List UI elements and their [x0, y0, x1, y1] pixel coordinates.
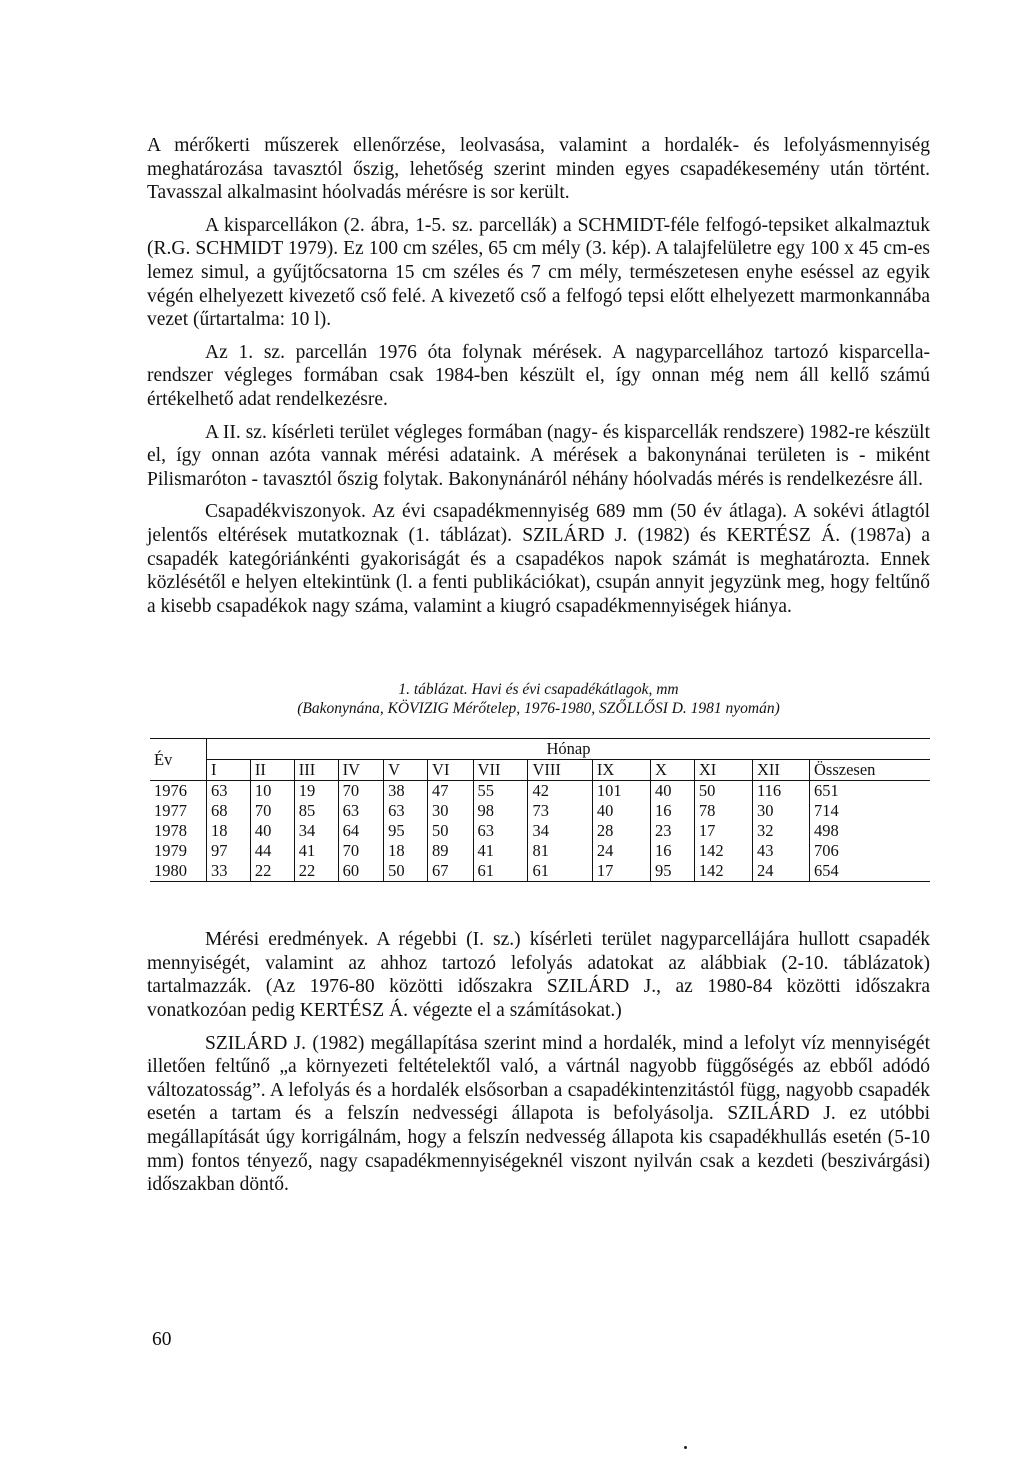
month-header: XII	[752, 760, 809, 781]
table-header-row	[150, 739, 930, 760]
value-cell: 18	[384, 841, 428, 861]
table-row	[150, 861, 930, 882]
value-cell: 30	[752, 801, 809, 821]
total-cell: 714	[814, 801, 839, 821]
speck-mark	[684, 1446, 687, 1449]
value-cell: 50	[428, 821, 473, 841]
value-cell: 70	[338, 841, 383, 861]
value-cell: 42	[528, 781, 592, 802]
paragraph-4: A II. sz. kísérleti terület végleges formában (nagy- és kisparcellák rendszere) 1982-re készült el, így onnan azóta vannak mérési adataink. A mérések a bakonynánai területen is - miként Pilismaróton - tavasztól őszig folytak. Bakonynánáról néhány hóolvadás mérés is rendelkezésre áll.	[147, 421, 930, 490]
value-cell: 16	[650, 801, 694, 821]
month-header-row	[150, 760, 930, 781]
value-cell: 60	[338, 861, 383, 882]
year-cell: 1977	[150, 801, 207, 821]
value-cell: 38	[384, 781, 428, 802]
month-header: XI	[694, 760, 752, 781]
table-row	[150, 821, 930, 841]
paragraph-3: Az 1. sz. parcellán 1976 óta folynak mérések. A nagyparcellához tartozó kisparcella-rendszer végleges formában csak 1984-ben készült el, így onnan még nem áll kellő számú értékelhető adat rendelkezésre.	[147, 341, 930, 410]
paragraph-2: A kisparcellákon (2. ábra, 1-5. sz. parcellák) a SCHMIDT-féle felfogó-tepsiket alkalmaztuk (R.G. SCHMIDT 1979). Ez 100 cm széles, 65 cm mély (3. kép). A talajfelületre egy 100 x 45 cm-es lemez simul, a gyűjtőcsatorna 15 cm széles és 7 cm mély, természetesen enyhe eséssel az egyik végén elhelyezett kivezető cső felé. A kivezető cső a felfogó tepsi előtt elhelyezett marmonkannába vezet (űrtartalma: 10 l).	[147, 214, 930, 331]
value-cell: 50	[384, 861, 428, 882]
value-cell: 142	[694, 861, 752, 882]
value-cell: 101	[592, 781, 650, 802]
paragraph-1: A mérőkerti műszerek ellenőrzése, leolvasása, valamint a hordalék- és lefolyásmennyiség meghatározása tavasztól őszig, lehetőség szerint minden egyes csapadékesemény után történt. Tavasszal alkalmasint hóolvadás mérésre is sor került.	[147, 135, 930, 204]
total-cell: 498	[814, 821, 839, 841]
value-cell: 30	[428, 801, 473, 821]
value-cell: 70	[338, 781, 383, 802]
value-cell: 89	[428, 841, 473, 861]
value-cell: 95	[650, 861, 694, 882]
value-cell: 18	[207, 821, 251, 841]
total-cell: 654	[810, 861, 931, 882]
year-column-header: Év	[150, 739, 207, 781]
value-cell: 55	[473, 781, 528, 802]
total-cell: 651	[814, 781, 839, 801]
table-caption	[147, 680, 930, 718]
value-cell: 47	[428, 781, 473, 802]
value-cell: 24	[752, 861, 809, 882]
value-cell: 41	[473, 841, 528, 861]
value-cell: 32	[752, 821, 809, 841]
value-cell: 23	[650, 821, 694, 841]
table-body	[150, 781, 930, 882]
table-caption-source: (Bakonynána, KÖVIZIG Mérőtelep, 1976-1980, SZŐLLŐSI D. 1981 nyomán)	[297, 700, 780, 718]
value-cell: 19	[294, 781, 338, 802]
value-cell: 70	[250, 801, 294, 821]
page-number: 60	[152, 1329, 172, 1350]
value-cell: 78	[694, 801, 752, 821]
page-body	[147, 134, 930, 1197]
value-cell: 22	[250, 861, 294, 882]
table-row	[150, 781, 930, 802]
value-cell: 142	[694, 841, 752, 861]
month-header: V	[384, 760, 428, 781]
value-cell: 68	[207, 801, 251, 821]
month-header: X	[650, 760, 694, 781]
value-cell: 73	[528, 801, 592, 821]
value-cell: 34	[528, 821, 592, 841]
results-paragraph-2: SZILÁRD J. (1982) megállapítása szerint mind a hordalék, mind a lefolyt víz mennyiségét illetően feltűnő „a környezeti feltételektől való, a vártnál nagyobb függőségés az ebből adódó változatosság”. A lefolyás és a hordalék elsősorban a csapadékintenzitástól függ, nagyobb csapadék esetén a tartam és a felszín nedvességi állapota is befolyásolja. SZILÁRD J. ez utóbbi megállapítását úgy korrigálnám, hogy a felszín nedvesség állapota kis csapadékhullás esetén (5-10 mm) fontos tényező, nagy csapadékmennyiségeknél viszont nyilván csak a kezdeti (beszivárgási) időszakban döntő.	[147, 1032, 930, 1196]
value-cell: 10	[250, 781, 294, 802]
total-header: Összesen	[810, 760, 931, 781]
year-cell: 1979	[150, 841, 207, 861]
value-cell: 33	[207, 861, 251, 882]
value-cell: 28	[592, 821, 650, 841]
year-cell: 1980	[150, 861, 207, 882]
value-cell: 17	[592, 861, 650, 882]
month-header: III	[294, 760, 338, 781]
value-cell: 61	[528, 861, 592, 882]
value-cell: 98	[473, 801, 528, 821]
month-header: IX	[592, 760, 650, 781]
table-caption-title: 1. táblázat. Havi és évi csapadékátlagok, mm	[398, 681, 679, 699]
month-header: VII	[473, 760, 528, 781]
value-cell: 22	[294, 861, 338, 882]
month-header: VIII	[528, 760, 592, 781]
value-cell: 63	[207, 781, 251, 802]
value-cell: 40	[650, 781, 694, 802]
value-cell: 63	[473, 821, 528, 841]
value-cell: 67	[428, 861, 473, 882]
precipitation-table	[150, 738, 930, 882]
year-cell: 1976	[150, 781, 207, 802]
value-cell: 81	[528, 841, 592, 861]
value-cell: 44	[250, 841, 294, 861]
year-cell: 1978	[150, 821, 207, 841]
value-cell: 40	[592, 801, 650, 821]
value-cell: 64	[338, 821, 383, 841]
value-cell: 63	[338, 801, 383, 821]
value-cell: 50	[694, 781, 752, 802]
value-cell: 41	[294, 841, 338, 861]
value-cell: 24	[592, 841, 650, 861]
value-cell: 40	[250, 821, 294, 841]
value-cell: 43	[752, 841, 809, 861]
value-cell: 17	[694, 821, 752, 841]
value-cell: 63	[384, 801, 428, 821]
value-cell: 16	[650, 841, 694, 861]
value-cell: 34	[294, 821, 338, 841]
month-group-header: Hónap	[207, 739, 931, 760]
value-cell: 61	[473, 861, 528, 882]
month-header: II	[250, 760, 294, 781]
value-cell: 85	[294, 801, 338, 821]
value-cell: 95	[384, 821, 428, 841]
paragraph-5: Csapadékviszonyok. Az évi csapadékmennyiség 689 mm (50 év átlaga). A sokévi átlagtól jelentős eltérések mutatkoznak (1. táblázat). SZILÁRD J. (1982) és KERTÉSZ Á. (1987a) a csapadék kategóriánkénti gyakoriságát és a csapadékos napok számát is meghatározta. Ennek közlésétől e helyen eltekintünk (l. a fenti publikációkat), csupán annyit jegyzünk meg, hogy feltűnő a kisebb csapadékok nagy száma, valamint a kiugró csapadékmennyiségek hiánya.	[147, 501, 930, 617]
month-header: I	[207, 760, 251, 781]
table-row	[150, 801, 930, 821]
value-cell: 116	[752, 781, 809, 802]
value-cell: 97	[207, 841, 251, 861]
total-cell: 706	[814, 841, 839, 861]
month-header: VI	[428, 760, 473, 781]
month-header: IV	[338, 760, 383, 781]
table-row	[150, 841, 930, 861]
results-paragraph-1: Mérési eredmények. A régebbi (I. sz.) kísérleti terület nagyparcellájára hullott csapadék mennyiségét, valamint az ahhoz tartozó lefolyás adatokat az alábbiak (2-10. táblázatok) tartalmazzák. (Az 1976-80 közötti időszakra SZILÁRD J., az 1980-84 közötti időszakra vonatkozóan pedig KERTÉSZ Á. végezte el a számításokat.)	[147, 929, 930, 1022]
